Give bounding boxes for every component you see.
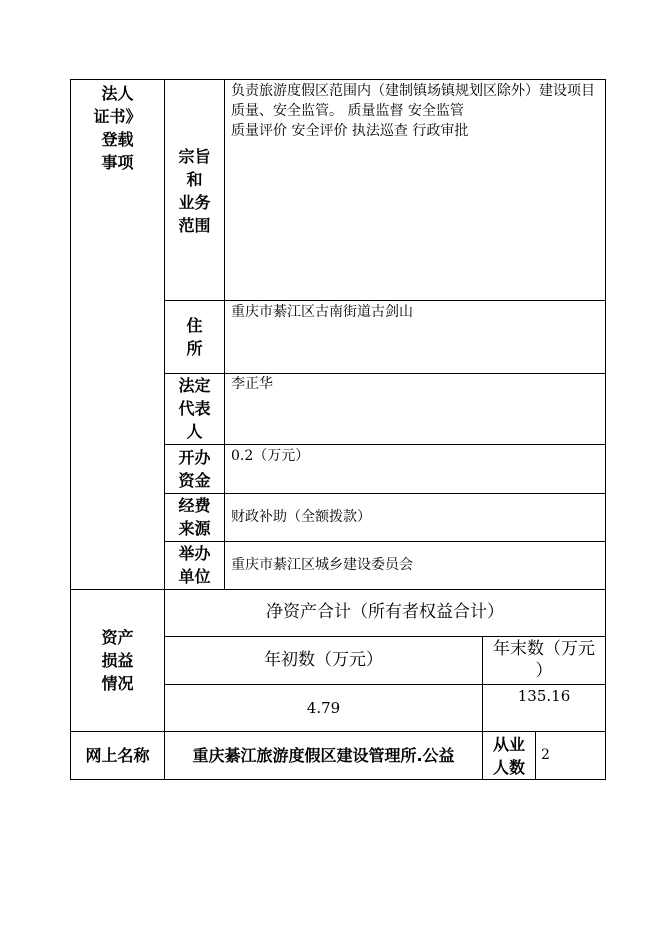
- funding-label: 经费 来源: [178, 496, 211, 538]
- assets-section-label: 资产 损益 情况: [101, 628, 134, 693]
- end-year-header: 年末数（万元 ）: [493, 639, 595, 681]
- purpose-label: 宗旨 和 业务 范围: [178, 147, 211, 235]
- address-value: 重庆市綦江区古南街道古剑山: [231, 304, 413, 320]
- legal-rep-value: 李正华: [231, 376, 273, 392]
- legal-rep-label: 法定 代表 人: [178, 376, 211, 441]
- online-name-value: 重庆綦江旅游度假区建设管理所.公益: [192, 746, 455, 765]
- end-year-value: 135.16: [517, 687, 571, 705]
- capital-value: 0.2（万元）: [231, 448, 310, 464]
- funding-value: 财政补助（全额拨款）: [231, 509, 371, 525]
- address-label: 住 所: [186, 316, 203, 358]
- begin-year-header: 年初数（万元）: [264, 650, 383, 670]
- sponsor-value: 重庆市綦江区城乡建设委员会: [231, 557, 413, 573]
- staff-count-label: 从业 人数: [492, 735, 525, 777]
- online-name-label: 网上名称: [85, 746, 150, 765]
- net-assets-header: 净资产合计（所有者权益合计）: [266, 602, 504, 622]
- purpose-value: 负责旅游度假区范围内（建制镇场镇规划区除外）建设项目质量、安全监管。 质量监督 安全监管 质量评价 安全评价 执法巡查 行政审批: [231, 83, 595, 139]
- sponsor-label: 举办 单位: [178, 544, 211, 586]
- begin-year-value: 4.79: [306, 699, 341, 717]
- staff-count-value: 2: [541, 747, 550, 763]
- registration-section-label: 法人 证书》 登载 事项: [93, 84, 142, 172]
- capital-label: 开办 资金: [178, 448, 211, 490]
